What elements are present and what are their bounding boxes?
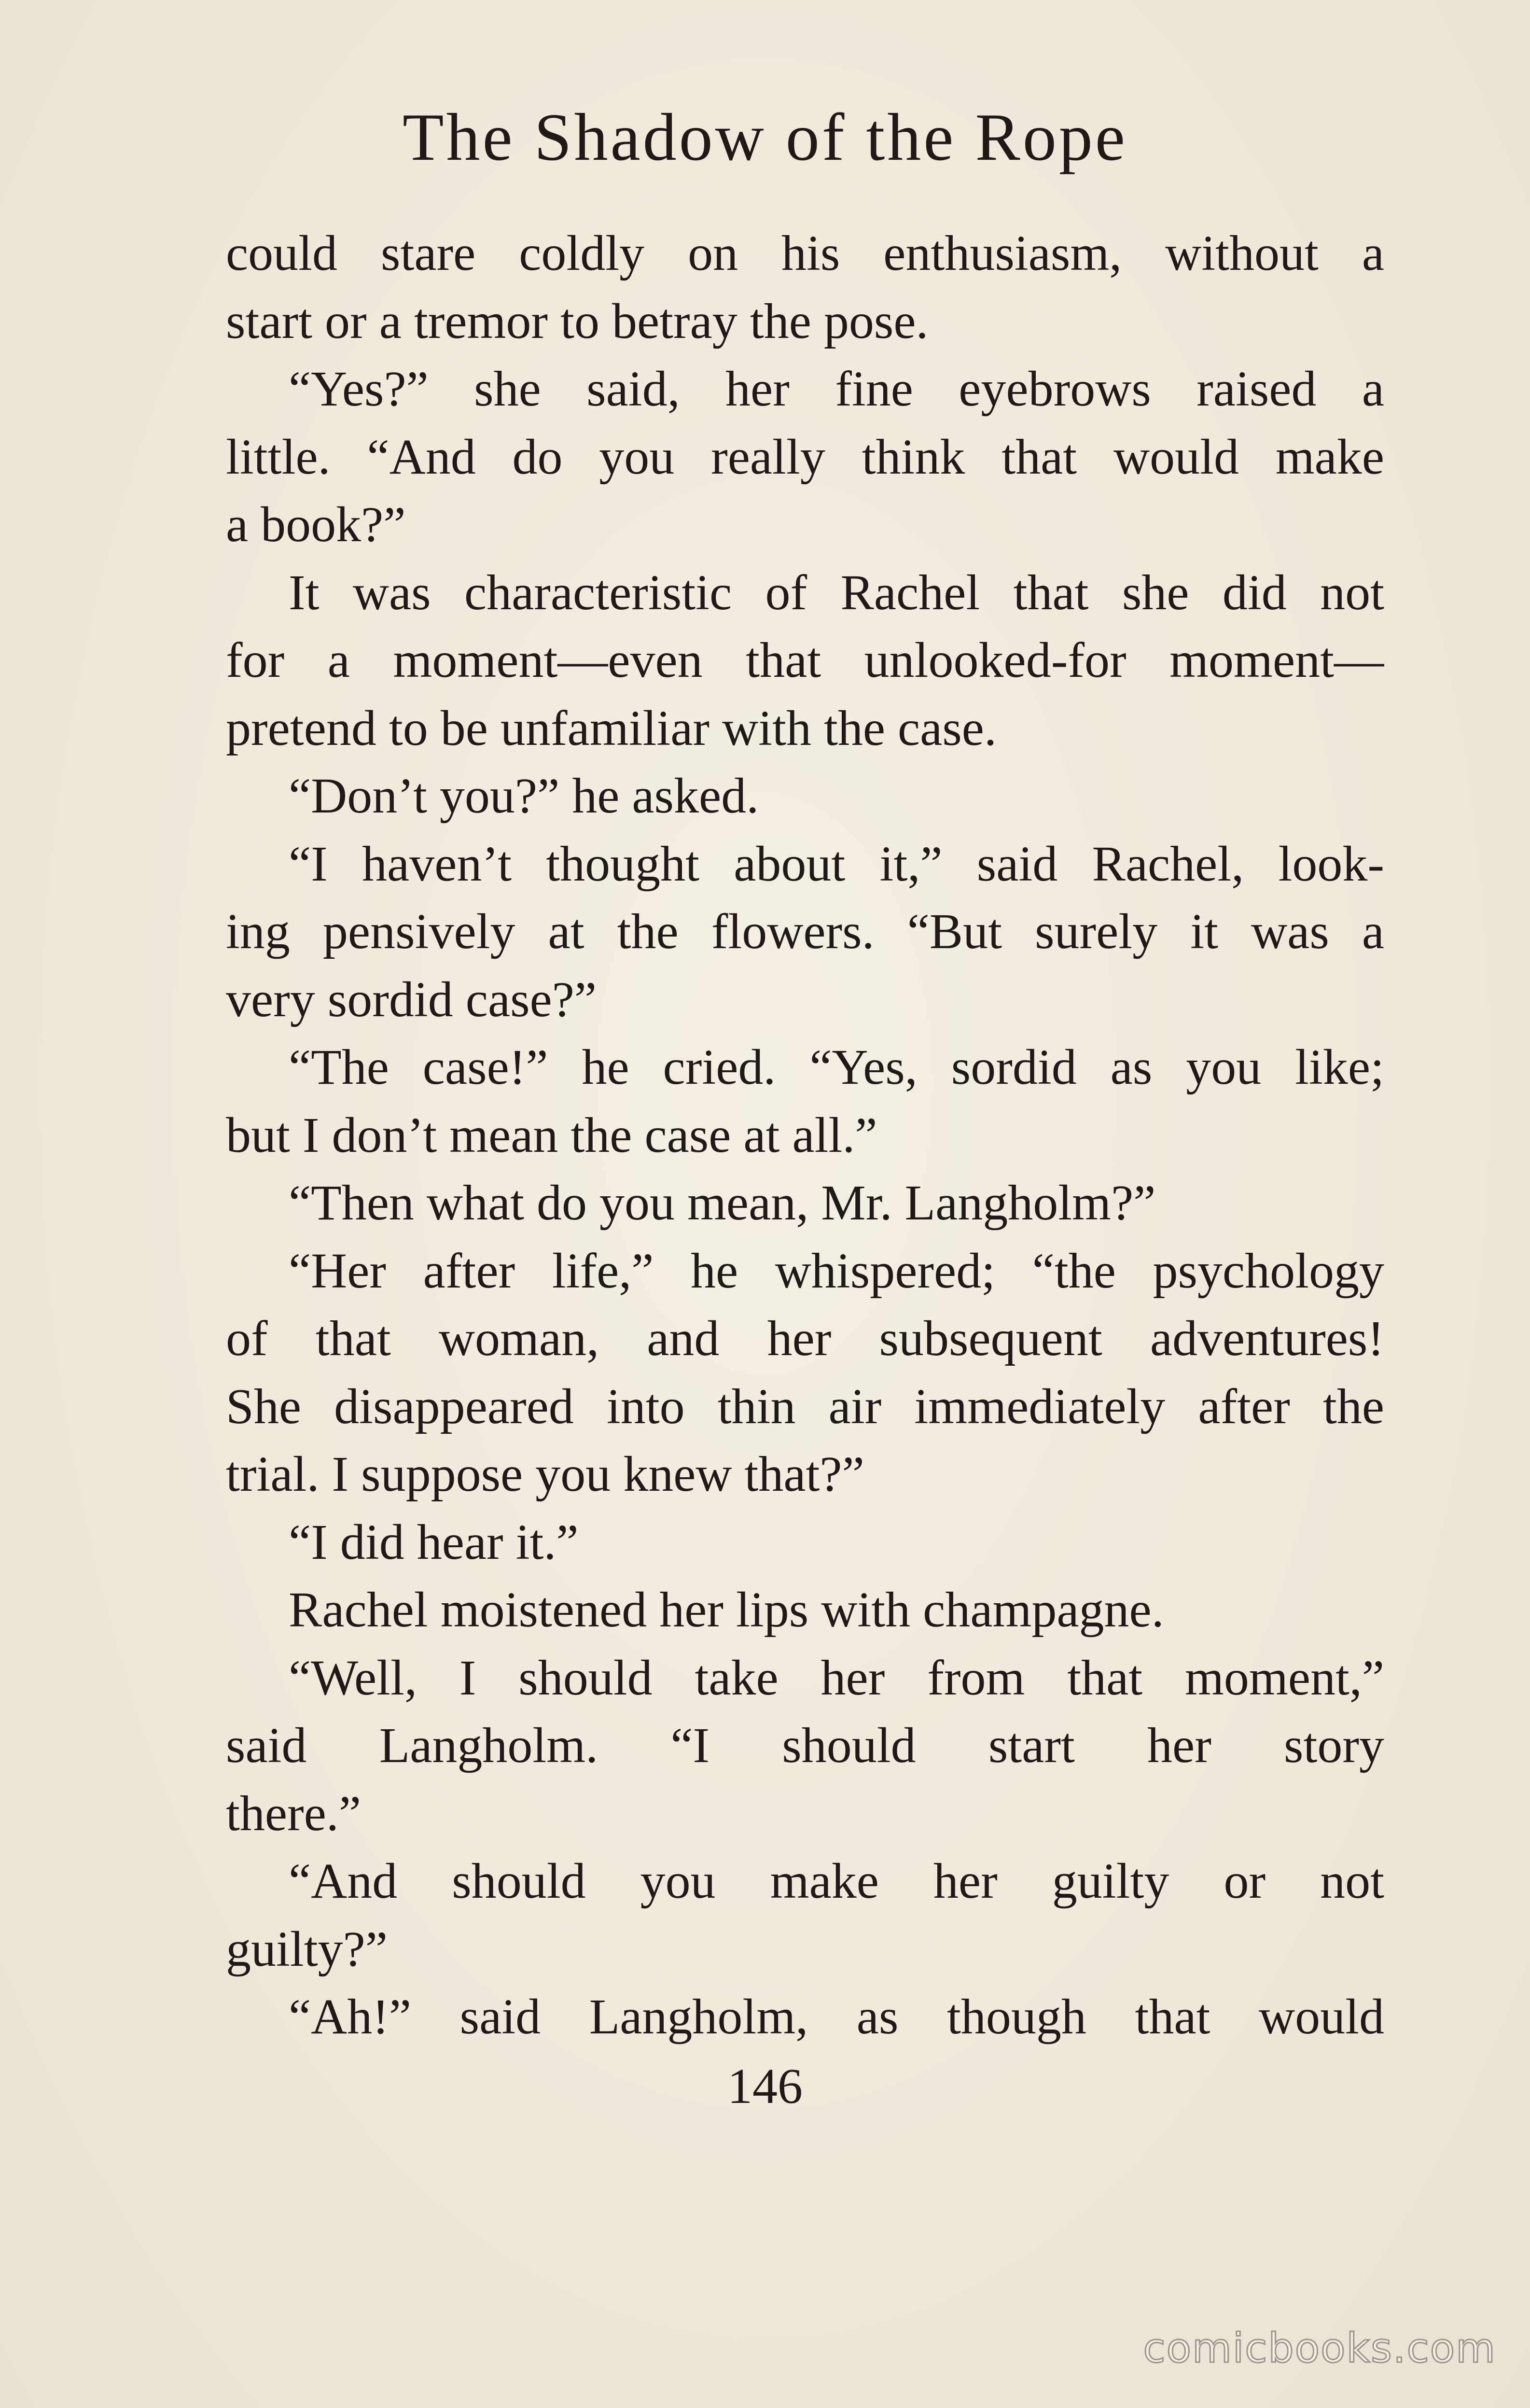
text-line: She disappeared into thin air immediately after the <box>226 1378 1384 1434</box>
text-line: for a moment—even that unlooked-for moment— <box>226 632 1384 688</box>
text-line: start or a tremor to betray the pose. <box>226 293 929 349</box>
watermark: comicbooks.com <box>1143 2324 1496 2372</box>
text-line: little. “And do you really think that would make <box>226 429 1384 485</box>
body-text <box>226 220 1384 2051</box>
text-line: a book?” <box>226 497 406 552</box>
text-line: “The case!” he cried. “Yes, sordid as you like; <box>289 1039 1384 1095</box>
text-line: Rachel moistened her lips with champagne. <box>289 1582 1164 1638</box>
text-line: “Well, I should take her from that moment,” <box>289 1650 1384 1706</box>
text-line: “I did hear it.” <box>289 1514 579 1570</box>
text-line: “Then what do you mean, Mr. Langholm?” <box>289 1175 1156 1231</box>
text-line: “I haven’t thought about it,” said Rachel, look- <box>289 836 1384 892</box>
text-line: trial. I suppose you knew that?” <box>226 1446 864 1502</box>
page-number: 146 <box>727 2058 803 2114</box>
text-line: ing pensively at the flowers. “But surely it was a <box>226 904 1384 959</box>
text-line: “Don’t you?” he asked. <box>289 768 759 824</box>
text-line: said Langholm. “I should start her story <box>226 1718 1384 1773</box>
text-line: of that woman, and her subsequent adventures! <box>226 1311 1384 1366</box>
text-line: could stare coldly on his enthusiasm, without a <box>226 225 1384 281</box>
text-line: very sordid case?” <box>226 971 597 1027</box>
text-line: pretend to be unfamiliar with the case. <box>226 700 997 756</box>
running-head: The Shadow of the Rope <box>403 100 1127 175</box>
text-line: “Yes?” she said, her fine eyebrows raised a <box>289 361 1384 417</box>
text-line: “And should you make her guilty or not <box>289 1853 1384 1909</box>
text-line: there.” <box>226 1785 362 1841</box>
text-line: but I don’t mean the case at all.” <box>226 1107 877 1163</box>
text-line: “Ah!” said Langholm, as though that would <box>289 1989 1384 2044</box>
text-line: guilty?” <box>226 1921 388 1977</box>
text-line: It was characteristic of Rachel that she did not <box>289 564 1384 620</box>
text-line: “Her after life,” he whispered; “the psychology <box>289 1243 1384 1299</box>
